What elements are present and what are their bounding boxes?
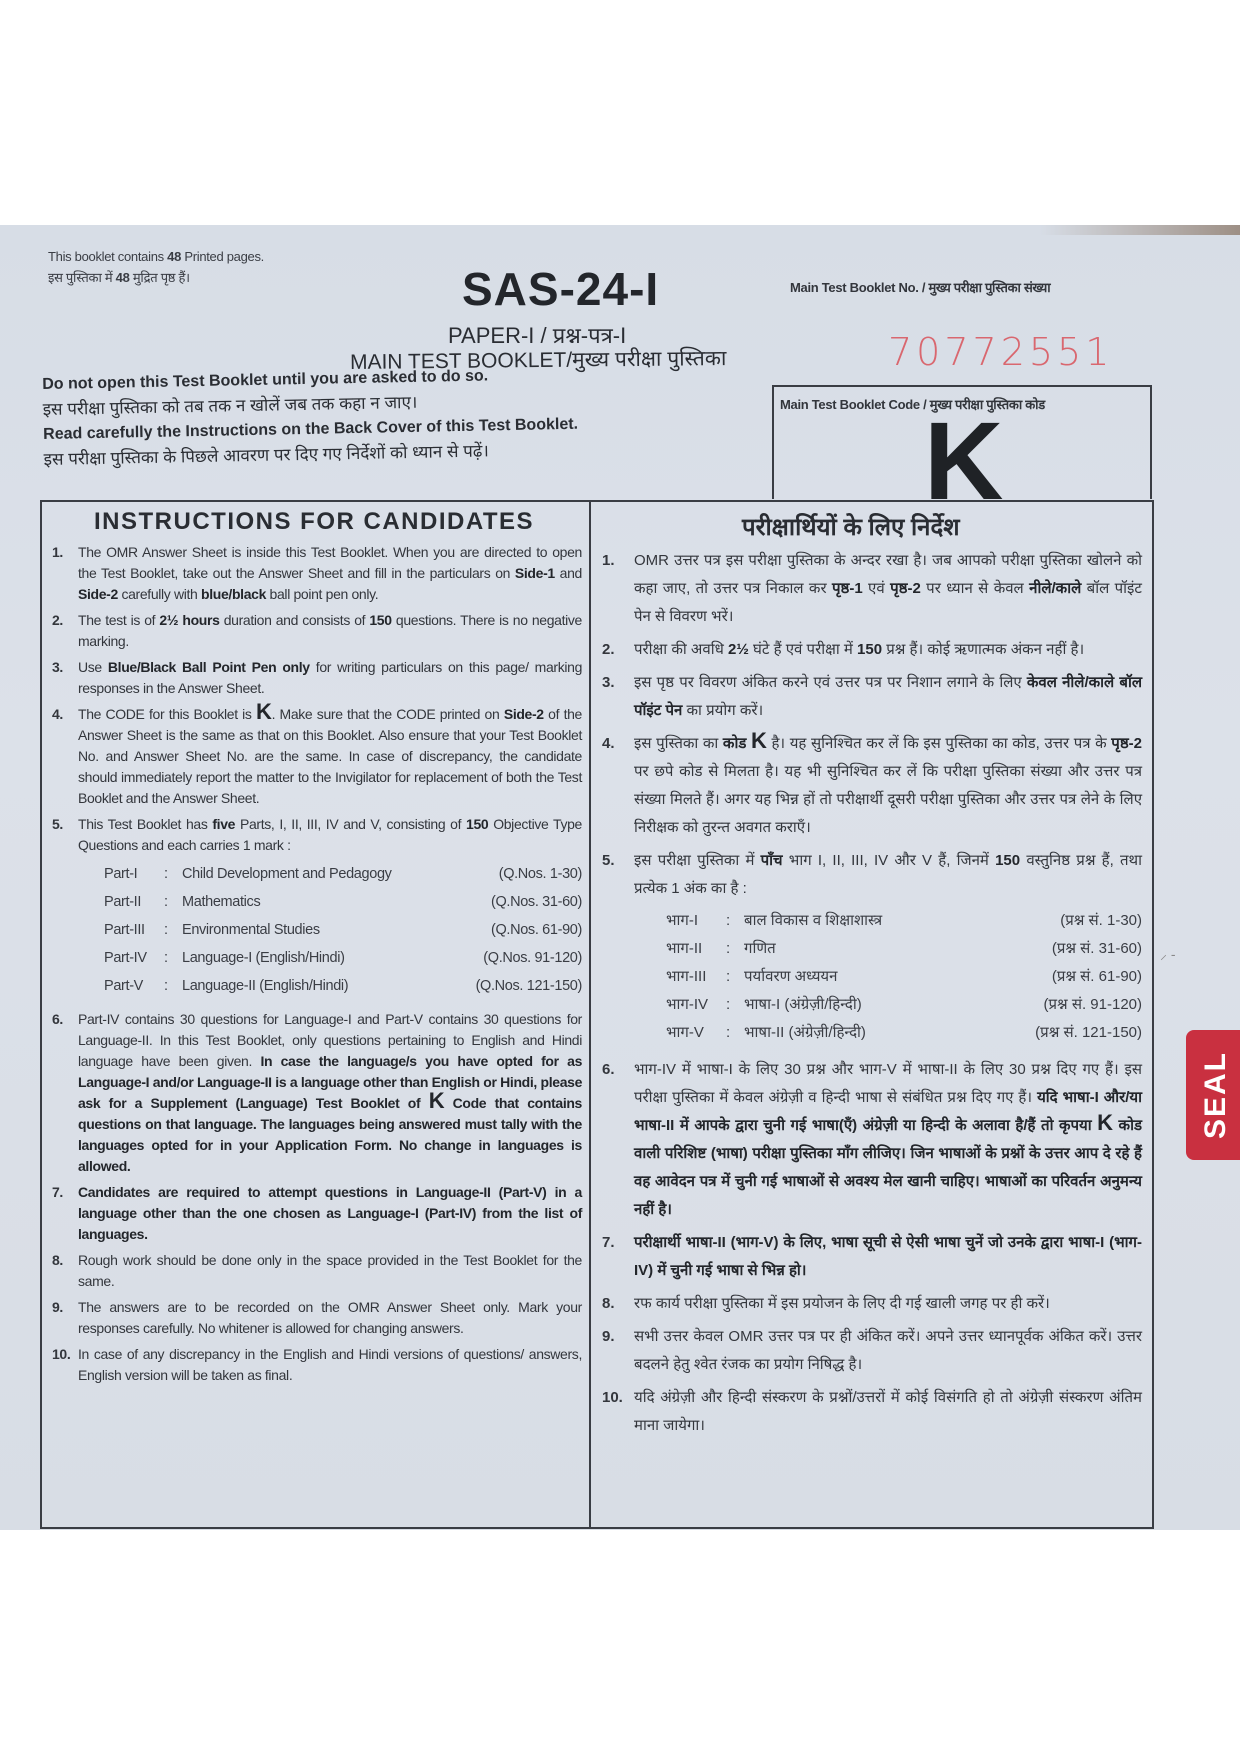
text-segment: Side-1 bbox=[514, 565, 555, 581]
item-text bbox=[78, 657, 582, 699]
item-number: 1. bbox=[52, 544, 63, 560]
booklet-number-label: Main Test Booklet No. / मुख्य परीक्षा पुस्तिका संख्या bbox=[790, 280, 1051, 295]
instruction-item bbox=[52, 1344, 582, 1386]
separator: : bbox=[164, 922, 168, 938]
item-number: 4. bbox=[52, 706, 63, 722]
text-segment: Blue/Black Ball Point Pen only bbox=[107, 659, 310, 675]
seal-tab[interactable] bbox=[1186, 1030, 1240, 1160]
item-number: 2. bbox=[52, 612, 63, 628]
instruction-item bbox=[602, 847, 1142, 1051]
instruction-item bbox=[52, 1009, 582, 1177]
parts-table bbox=[104, 860, 582, 1000]
text-segment: The answers are to be recorded on the OMR Answer Sheet only. Mark your responses carefully. No whitener is allowed for changing answers. bbox=[78, 1299, 582, 1336]
text-segment: 150 bbox=[857, 641, 883, 658]
text-segment: ball point pen only. bbox=[266, 586, 379, 602]
item-text bbox=[78, 542, 582, 605]
part-name: Part-IV bbox=[104, 950, 147, 966]
text-segment: पृष्ठ-2 bbox=[890, 580, 921, 597]
item-number: 8. bbox=[602, 1295, 615, 1312]
part-row bbox=[104, 972, 582, 1000]
part-name: भाग-V bbox=[666, 1024, 704, 1041]
item-text bbox=[78, 814, 582, 1004]
part-subject: Environmental Studies bbox=[182, 922, 320, 938]
instruction-item bbox=[52, 657, 582, 699]
part-row bbox=[666, 991, 1142, 1019]
instruction-item bbox=[602, 636, 1142, 664]
item-text bbox=[634, 669, 1142, 725]
opening-warnings bbox=[42, 362, 579, 472]
part-name: भाग-III bbox=[666, 968, 707, 985]
text-segment: The CODE for this Booklet is bbox=[78, 706, 257, 722]
instructions-box bbox=[40, 500, 1154, 1529]
separator: : bbox=[164, 950, 168, 966]
text-segment: इस पुस्तिका का bbox=[634, 735, 723, 752]
text-segment: In case of any discrepancy in the English and Hindi versions of questions/ answers, English version will be taken as final. bbox=[78, 1346, 582, 1383]
separator: : bbox=[726, 912, 731, 929]
text-segment: पृष्ठ-1 bbox=[831, 580, 863, 597]
item-number: 6. bbox=[52, 1011, 63, 1027]
text-segment: पर ध्यान से केवल bbox=[920, 580, 1030, 597]
part-name: Part-III bbox=[104, 922, 145, 938]
code-k-inline: K bbox=[256, 699, 272, 724]
text-segment: The OMR Answer Sheet is inside this Test Booklet. When you are directed to open the Test Booklet, take out the Answer Sheet and fill in the particulars on bbox=[78, 544, 582, 581]
item-text bbox=[634, 1229, 1142, 1285]
item-number: 3. bbox=[52, 659, 63, 675]
part-name: भाग-II bbox=[666, 940, 703, 957]
separator: : bbox=[164, 978, 168, 994]
item-text bbox=[78, 1344, 582, 1386]
part-name: Part-V bbox=[104, 978, 143, 994]
instruction-item bbox=[602, 547, 1142, 631]
booklet-code-box bbox=[772, 385, 1152, 523]
text-segment: है। यह सुनिश्चित कर लें कि इस पुस्तिका का कोड, उत्तर पत्र के bbox=[766, 735, 1112, 752]
warning-en: Do not open this Test Booklet until you are asked to do so. bbox=[42, 367, 489, 393]
item-number: 9. bbox=[602, 1328, 615, 1345]
text-segment: यदि भाषा-I और/या भाषा-II में आपके द्वारा चुनी गई भाषा(एँ) अंग्रेज़ी या हिन्दी के अलावा है/हैं तो कृपया bbox=[634, 1089, 1142, 1134]
item-number: 10. bbox=[52, 1346, 71, 1362]
text-segment: Parts, I, II, III, IV and V, consisting of bbox=[235, 816, 467, 832]
hindi-instructions bbox=[602, 502, 1142, 1445]
english-heading: INSTRUCTIONS FOR CANDIDATES bbox=[94, 508, 535, 535]
item-text bbox=[78, 610, 582, 652]
text-segment: Side-2 bbox=[78, 586, 118, 602]
question-range: (प्रश्न सं. 1-30) bbox=[1060, 912, 1142, 929]
question-range: (प्रश्न सं. 61-90) bbox=[1051, 968, 1142, 985]
part-subject: बाल विकास व शिक्षाशास्त्र bbox=[744, 912, 883, 929]
item-text bbox=[78, 1250, 582, 1292]
text-segment: duration and consists of bbox=[219, 612, 370, 628]
text-segment: कोड bbox=[722, 735, 747, 752]
text-segment: 2½ hours bbox=[159, 612, 220, 628]
item-number: 6. bbox=[602, 1061, 615, 1078]
text-segment: वस्तुनिष्ठ प्रश्न हैं, तथा प्रत्येक 1 अंक का है : bbox=[634, 852, 1142, 897]
instruction-item bbox=[602, 1384, 1142, 1440]
page-count: 48 bbox=[115, 270, 130, 285]
text-segment: five bbox=[212, 816, 236, 832]
instruction-item bbox=[602, 669, 1142, 725]
item-number: 3. bbox=[602, 674, 615, 691]
booklet-code-label: Main Test Booklet Code / मुख्य परीक्षा पुस्तिका कोड bbox=[780, 397, 1045, 412]
part-subject: Child Development and Pedagogy bbox=[182, 866, 392, 882]
text: इस पुस्तिका में bbox=[48, 270, 116, 285]
text-segment: भाग I, II, III, IV और V हैं, जिनमें bbox=[782, 852, 996, 869]
hindi-list bbox=[602, 547, 1142, 1440]
separator: : bbox=[164, 866, 168, 882]
hindi-heading: परीक्षार्थियों के लिए निर्देश bbox=[742, 514, 960, 541]
question-range: (प्रश्न सं. 31-60) bbox=[1051, 940, 1142, 957]
item-text bbox=[634, 730, 1142, 842]
instruction-item bbox=[52, 1250, 582, 1292]
text-segment: Objective Type Questions and each carries 1 mark : bbox=[78, 816, 582, 853]
booklet-code: K bbox=[924, 400, 1004, 523]
warning-hi: इस परीक्षा पुस्तिका के पिछले आवरण पर दिए गए निर्देशों को ध्यान से पढ़ें। bbox=[43, 441, 490, 469]
text-segment: 2½ bbox=[728, 641, 749, 658]
instruction-item bbox=[52, 1182, 582, 1245]
text-segment: Candidates are required to attempt questions in Language-II (Part-V) in a language other than the one chosen as Language-I (Part-IV) from the list of languages. bbox=[78, 1184, 582, 1242]
text-segment: 150 bbox=[369, 612, 392, 628]
item-text bbox=[634, 1384, 1142, 1440]
page-count: 48 bbox=[167, 249, 182, 264]
part-subject: भाषा-I (अंग्रेज़ी/हिन्दी) bbox=[744, 996, 862, 1013]
part-subject: Language-II (English/Hindi) bbox=[182, 978, 349, 994]
part-subject: Language-I (English/Hindi) bbox=[182, 950, 345, 966]
instruction-item bbox=[602, 1290, 1142, 1318]
background-edge bbox=[1040, 225, 1240, 235]
parts-table bbox=[666, 907, 1142, 1047]
separator: : bbox=[164, 894, 168, 910]
instruction-item bbox=[52, 699, 582, 809]
question-range: (Q.Nos. 121-150) bbox=[475, 978, 582, 994]
english-list bbox=[52, 542, 582, 1386]
text-segment: यदि अंग्रेज़ी और हिन्दी संस्करण के प्रश्नों/उत्तरों में कोई विसंगति हो तो अंग्रेज़ी संस्करण अंतिम माना जायेगा। bbox=[634, 1389, 1142, 1434]
question-range: (प्रश्न सं. 121-150) bbox=[1035, 1024, 1142, 1041]
text-segment: OMR उत्तर पत्र इस परीक्षा पुस्तिका के अन्दर रखा है। जब आपको परीक्षा पुस्तिका खोलने को कहा जाए, तो उत्तर पत्र निकाल कर bbox=[634, 552, 1142, 597]
item-text bbox=[634, 636, 1142, 664]
part-row bbox=[666, 907, 1142, 935]
code-k-inline: K bbox=[428, 1088, 445, 1113]
text-segment: घंटे हैं एवं परीक्षा में bbox=[748, 641, 858, 658]
text-segment: का प्रयोग करें। bbox=[682, 702, 764, 719]
text: Printed pages. bbox=[181, 249, 264, 264]
instruction-item bbox=[52, 610, 582, 652]
item-text bbox=[78, 1297, 582, 1339]
part-subject: भाषा-II (अंग्रेज़ी/हिन्दी) bbox=[744, 1024, 866, 1041]
text-segment: पर छपे कोड से मिलता है। यह भी सुनिश्चित कर लें कि परीक्षा पुस्तिका संख्या और उत्तर पत्र संख्या मिलते हैं। अगर यह भिन्न हों तो परीक्षार्थी दूसरी परीक्षा पुस्तिका और उत्तर पत्र लेने के लिए निरीक्षक को तुरन्त अवगत कराएँ। bbox=[634, 763, 1142, 836]
item-text bbox=[634, 547, 1142, 631]
part-row bbox=[104, 916, 582, 944]
warning-hi: इस परीक्षा पुस्तिका को तब तक न खोलें जब तक कहा न जाए। bbox=[42, 392, 418, 419]
text-segment: प्रश्न हैं। कोई ऋणात्मक अंकन नहीं है। bbox=[882, 641, 1085, 658]
text-segment: रफ कार्य परीक्षा पुस्तिका में इस प्रयोजन के लिए दी गई खाली जगह पर ही करें। bbox=[634, 1295, 1050, 1312]
instruction-item bbox=[602, 1056, 1142, 1224]
item-text bbox=[78, 1009, 582, 1177]
item-number: 9. bbox=[52, 1299, 63, 1315]
text-segment: of the Answer Sheet is the same as that on this Booklet. Also ensure that your Test Booklet No. and Answer Sheet No. are the same. In case of discrepancy, the candidate should immediately report the matter to the Invigilator for replacement of both the Test Booklet and the Answer Sheet. bbox=[78, 706, 582, 806]
separator: : bbox=[726, 940, 731, 957]
question-range: (Q.Nos. 91-120) bbox=[483, 950, 582, 966]
text-segment: इस पृष्ठ पर विवरण अंकित करने एवं उत्तर पत्र पर निशान लगाने के लिए bbox=[634, 674, 1027, 691]
english-instructions bbox=[52, 502, 582, 1391]
item-text bbox=[634, 1290, 1142, 1318]
question-range: (Q.Nos. 1-30) bbox=[498, 866, 582, 882]
text-segment: परीक्षार्थी भाषा-II (भाग-V) के लिए, भाषा सूची से ऐसी भाषा चुनें जो उनके द्वारा भाषा-I (भाग-IV) में चुनी गई भाषा से भिन्न हो। bbox=[634, 1234, 1142, 1279]
booklet-number: 70772551 bbox=[888, 330, 1114, 374]
item-number: 7. bbox=[602, 1234, 615, 1251]
text-segment: पाँच bbox=[760, 852, 783, 869]
part-row bbox=[104, 860, 582, 888]
instruction-item bbox=[602, 730, 1142, 842]
separator: : bbox=[726, 996, 731, 1013]
item-number: 1. bbox=[602, 552, 615, 569]
item-number: 5. bbox=[602, 852, 615, 869]
question-range: (Q.Nos. 31-60) bbox=[491, 894, 582, 910]
booklet-type: MAIN TEST BOOKLET/मुख्य परीक्षा पुस्तिका bbox=[349, 347, 727, 374]
item-text bbox=[634, 847, 1142, 1051]
column-divider bbox=[589, 502, 591, 1527]
text-segment: . Make sure that the CODE printed on bbox=[271, 706, 504, 722]
instruction-item bbox=[602, 1323, 1142, 1379]
text-segment: भाग-IV में भाषा-I के लिए 30 प्रश्न और भाग-V में भाषा-II के लिए 30 प्रश्न दिए गए हैं। इस परीक्षा पुस्तिका में केवल अंग्रेज़ी व हिन्दी भाषा से संबंधित प्रश्न दिए गए हैं। bbox=[634, 1061, 1142, 1106]
part-subject: गणित bbox=[744, 940, 776, 957]
question-range: (प्रश्न सं. 91-120) bbox=[1043, 996, 1142, 1013]
seal-label: SEAL bbox=[1199, 1051, 1232, 1140]
text-segment: नीले/काले bbox=[1029, 580, 1082, 597]
text-segment: blue/black bbox=[201, 586, 267, 602]
item-number: 8. bbox=[52, 1252, 63, 1268]
text-segment: In case the language/s you have opted for as Language-I and/or Language-II is a language other than English or Hindi, please ask for a Supplement (Language) Test Booklet of bbox=[78, 1053, 582, 1111]
item-number: 10. bbox=[602, 1389, 623, 1406]
page-count-note bbox=[48, 246, 264, 288]
question-range: (Q.Nos. 61-90) bbox=[491, 922, 582, 938]
text-segment: पृष्ठ-2 bbox=[1111, 735, 1142, 752]
part-row bbox=[666, 1019, 1142, 1047]
item-number: 4. bbox=[602, 735, 615, 752]
item-text bbox=[634, 1056, 1142, 1224]
part-subject: पर्यावरण अध्ययन bbox=[744, 968, 838, 985]
instruction-item bbox=[52, 1297, 582, 1339]
instruction-item bbox=[602, 1229, 1142, 1285]
part-name: भाग-I bbox=[666, 912, 699, 929]
text-segment: The test is of bbox=[78, 612, 160, 628]
text-segment: कोड वाली परिशिष्ट (भाषा) परीक्षा पुस्तिका माँग लीजिए। जिन भाषाओं के प्रश्नों के उत्तर आप दे रहे हैं वह आवेदन पत्र में चुनी गई भाषाओं से अवश्य मेल खानी चाहिए। भाषाओं का परिवर्तन अनुमन्य नहीं है। bbox=[634, 1117, 1142, 1218]
text-segment: carefully with bbox=[117, 586, 202, 602]
instruction-item bbox=[52, 814, 582, 1004]
instruction-item bbox=[52, 542, 582, 605]
part-row bbox=[666, 963, 1142, 991]
text-segment: for writing particulars on this page/ marking responses in the Answer Sheet. bbox=[78, 659, 583, 696]
exam-title: SAS-24-I bbox=[462, 263, 660, 315]
item-number: 7. bbox=[52, 1184, 63, 1200]
text-segment: 150 bbox=[466, 816, 489, 832]
item-text bbox=[78, 1182, 582, 1245]
text-segment: and bbox=[554, 565, 582, 581]
text: मुद्रित पृष्ठ हैं। bbox=[129, 270, 190, 285]
text-segment: Side-2 bbox=[503, 706, 544, 722]
text-segment: इस परीक्षा पुस्तिका में bbox=[634, 852, 761, 869]
text-segment: एवं bbox=[862, 580, 891, 597]
text-segment: Use bbox=[78, 659, 108, 675]
separator: : bbox=[726, 968, 731, 985]
text-segment: Part-IV contains 30 questions for Language-I and Part-V contains 30 questions for Language-II. In this Test Booklet, only questions pertaining to English and Hindi language have been given. bbox=[78, 1011, 582, 1069]
paper-label: PAPER-I / प्रश्न-पत्र-I bbox=[448, 323, 627, 348]
part-name: भाग-IV bbox=[666, 996, 709, 1013]
text-segment: बॉल पॉइंट पेन से विवरण भरें। bbox=[634, 580, 1142, 625]
pen-mark: ⸝ ‑ bbox=[1160, 946, 1176, 962]
part-row bbox=[666, 935, 1142, 963]
text-segment: Code that contains questions on that language. The languages being answered must tally with the languages opted for in your Application Form. No change in languages is allowed. bbox=[78, 1095, 582, 1174]
text-segment: परीक्षा की अवधि bbox=[634, 641, 728, 658]
code-k-inline: K bbox=[750, 728, 767, 753]
text-segment: This Test Booklet has bbox=[78, 816, 213, 832]
part-row bbox=[104, 944, 582, 972]
part-name: Part-I bbox=[104, 866, 138, 882]
item-number: 2. bbox=[602, 641, 615, 658]
part-row bbox=[104, 888, 582, 916]
text: This booklet contains bbox=[48, 249, 168, 264]
item-number: 5. bbox=[52, 816, 63, 832]
text-segment: 150 bbox=[995, 852, 1021, 869]
text-segment: questions. There is no negative marking. bbox=[78, 612, 582, 649]
item-text bbox=[634, 1323, 1142, 1379]
warning-en: Read carefully the Instructions on the Back Cover of this Test Booklet. bbox=[43, 415, 579, 443]
part-subject: Mathematics bbox=[182, 894, 261, 910]
separator: : bbox=[726, 1024, 731, 1041]
text-segment: सभी उत्तर केवल OMR उत्तर पत्र पर ही अंकित करें। अपने उत्तर ध्यानपूर्वक अंकित करें। उत्तर बदलने हेतु श्वेत रंजक का प्रयोग निषिद्ध है। bbox=[634, 1328, 1142, 1373]
item-text bbox=[78, 699, 582, 809]
text-segment: Rough work should be done only in the space provided in the Test Booklet for the same. bbox=[78, 1252, 582, 1289]
code-k-inline: K bbox=[1097, 1110, 1114, 1135]
part-name: Part-II bbox=[104, 894, 142, 910]
text-segment: केवल नीले/काले बॉल पॉइंट पेन bbox=[634, 674, 1142, 719]
